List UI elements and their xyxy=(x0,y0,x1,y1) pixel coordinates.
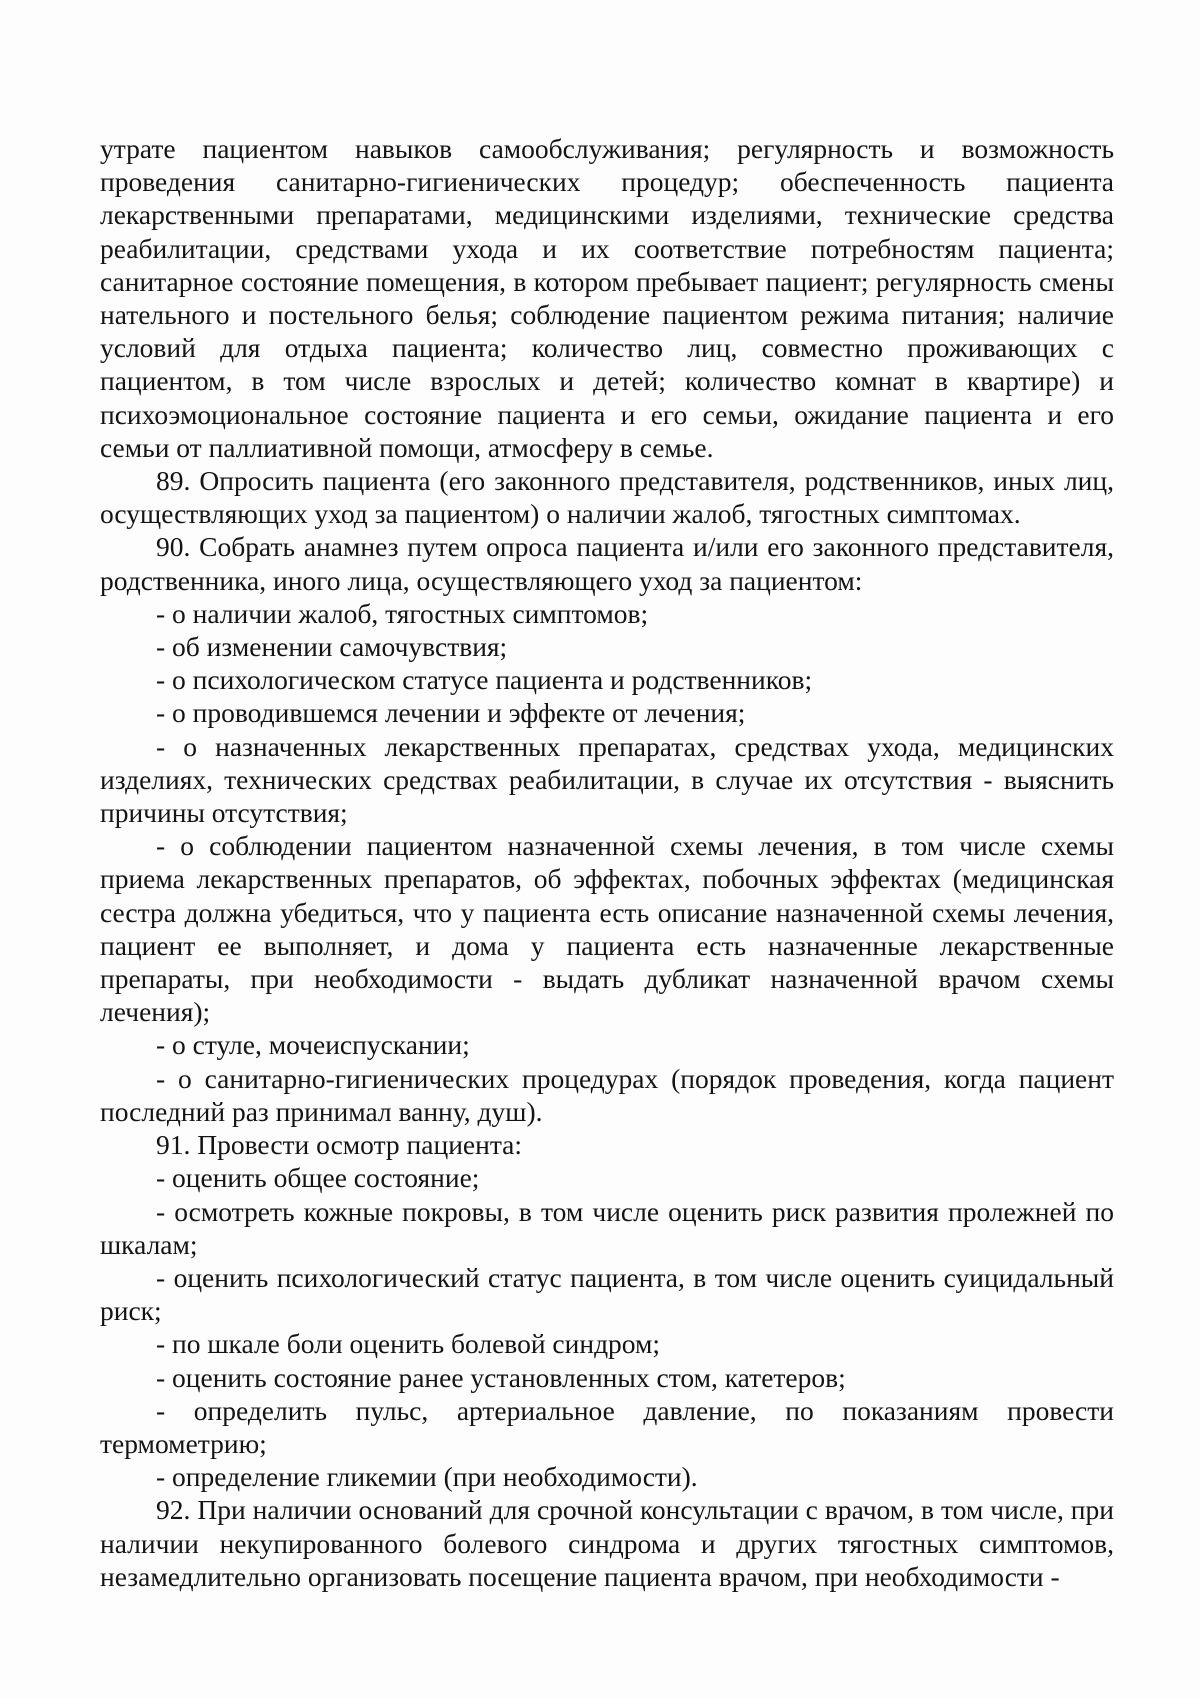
list-item: - о наличии жалоб, тягостных симптомов; xyxy=(156,597,649,629)
paragraph-item-92: 92. При наличии оснований для срочной консультации с врачом, в том числе, при наличии некупированного болевого синдрома и других тягостных симптомов, незамедлительно организовать посещение пациента врачом, при необходимости - xyxy=(100,1494,1114,1592)
list-item: - определить пульс, артериальное давление, по показаниям провести термометрию; xyxy=(100,1394,1114,1459)
list-item: - о назначенных лекарственных препаратах, средствах ухода, медицинских изделиях, технических средствах реабилитации, в случае их отсутствия - выяснить причины отсутствия; xyxy=(100,730,1114,829)
list-item: - о стуле, мочеиспускании; xyxy=(156,1029,470,1061)
list-item: - определение гликемии (при необходимости). xyxy=(156,1461,698,1493)
document-body xyxy=(100,132,1114,1593)
paragraph-item-91: 91. Провести осмотр пациента: xyxy=(156,1129,523,1161)
list-item: - об изменении самочувствия; xyxy=(156,631,508,663)
list-item: - о психологическом статусе пациента и родственников; xyxy=(156,664,813,696)
paragraph-item-90: 90. Собрать анамнез путем опроса пациента и/или его законного представителя, родственника, иного лица, осуществляющего уход за пациентом: xyxy=(100,531,1114,596)
list-item: - оценить состояние ранее установленных стом, катетеров; xyxy=(156,1361,846,1393)
list-item: - о санитарно-гигиенических процедурах (порядок проведения, когда пациент последний раз принимал ванну, душ). xyxy=(100,1062,1114,1127)
list-item: - о проводившемся лечении и эффекте от лечения; xyxy=(156,697,746,729)
list-item: - оценить общее состояние; xyxy=(156,1162,480,1194)
list-item: - оценить психологический статус пациента, в том числе оценить суицидальный риск; xyxy=(100,1261,1114,1327)
paragraph-continuation: утрате пациентом навыков самообслуживания; регулярность и возможность проведения санитарно-гигиенических процедур; обеспеченность пациента лекарственными препаратами, медицинскими изделиями, технические средства реабилитации, средствами ухода и их соответствие потребностям пациента; санитарное состояние помещения, в котором пребывает пациент; регулярность смены нательного и постельного белья; соблюдение пациентом режима питания; наличие условий для отдыха пациента; количество лиц, совместно проживающих с пациентом, в том числе взрослых и детей; количество комнат в квартире) и психоэмоциональное состояние пациента и его семьи, ожидание пациента и его семьи от паллиативной помощи, атмосферу в семье. xyxy=(100,133,1114,463)
list-item: - осмотреть кожные покровы, в том числе оценить риск развития пролежней по шкалам; xyxy=(100,1195,1114,1260)
list-item: - по шкале боли оценить болевой синдром; xyxy=(156,1328,661,1360)
paragraph-item-89: 89. Опросить пациента (его законного представителя, родственников, иных лиц, осуществляющих уход за пациентом) о наличии жалоб, тягостных симптомах. xyxy=(100,465,1114,530)
list-item: - о соблюдении пациентом назначенной схемы лечения, в том числе схемы приема лекарственных препаратов, об эффектах, побочных эффектах (медицинская сестра должна убедиться, что у пациента есть описание назначенной схемы лечения, пациент ее выполняет, и дома у пациента есть назначенные лекарственные препараты, при необходимости - выдать дубликат назначенной врачом схемы лечения); xyxy=(100,830,1114,1028)
